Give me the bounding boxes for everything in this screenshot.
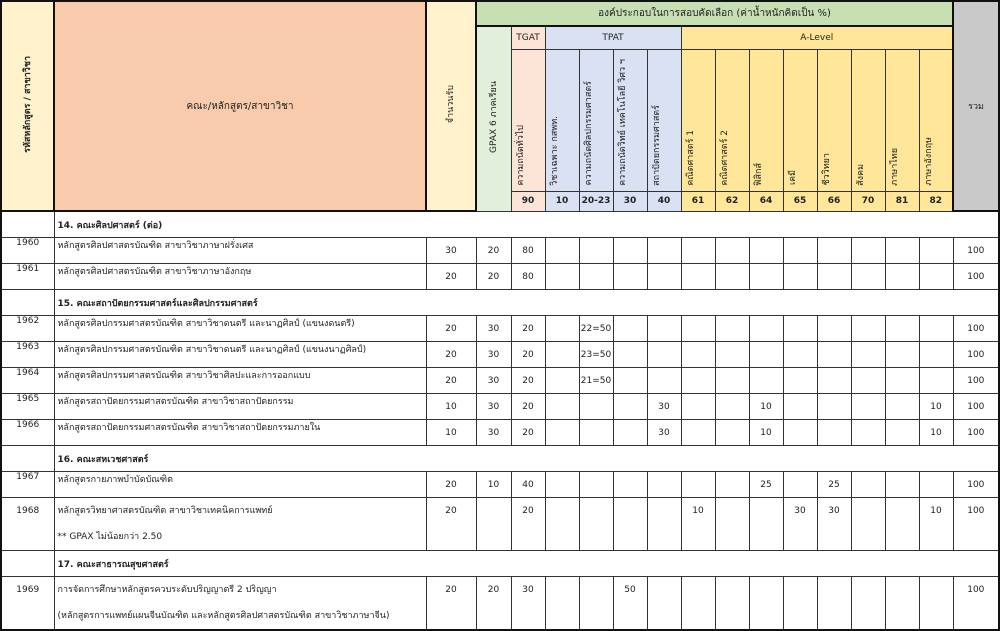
- score-weight: 40: [511, 472, 545, 498]
- score-weight: [817, 394, 851, 420]
- program-code: 1964: [1, 368, 54, 394]
- program-code: 1961: [1, 264, 54, 290]
- program-name-text: หลักสูตรศิลปกรรมศาสตรบัณฑิต สาขาวิชาศิลปะและการออกแบบ: [57, 371, 311, 381]
- program-name-text: หลักสูตรศิลปกรรมศาสตรบัณฑิต สาขาวิชาดนตรี และนาฏศิลป์ (แขนงดนตรี): [57, 319, 355, 329]
- program-name-text: หลักสูตรศิลปศาสตรบัณฑิต สาขาวิชาภาษาฝรั่งเศส: [57, 241, 254, 251]
- score-weight: [647, 264, 681, 290]
- subject-header: [919, 49, 953, 191]
- score-weight: [783, 577, 817, 631]
- score-weight: [817, 238, 851, 264]
- quota-cell: 20: [426, 316, 476, 342]
- score-weight: [613, 264, 647, 290]
- score-weight: [919, 264, 953, 290]
- score-weight: [851, 498, 885, 551]
- program-name-text: หลักสูตรกายภาพบำบัดบัณฑิต: [57, 475, 173, 485]
- gpax-weight: 30: [476, 316, 511, 342]
- score-weight: [885, 420, 919, 446]
- score-weight: [647, 498, 681, 551]
- score-weight: 20: [511, 498, 545, 551]
- score-weight: [885, 368, 919, 394]
- gpax-weight: 20: [476, 577, 511, 631]
- table-row: [1, 498, 999, 551]
- program-name-text: หลักสูตรสถาปัตยกรรมศาสตรบัณฑิต สาขาวิชาสถาปัตยกรรม: [57, 397, 294, 407]
- subject-code: 81: [885, 191, 919, 211]
- score-weight: 30: [647, 420, 681, 446]
- table-row: [1, 472, 999, 498]
- score-weight: [885, 264, 919, 290]
- score-weight: [681, 577, 715, 631]
- program-note: ** GPAX ไม่น้อยกว่า 2.50: [57, 532, 163, 542]
- subject-label: ชีววิทยา: [821, 153, 832, 186]
- score-weight: [851, 238, 885, 264]
- score-weight: [545, 264, 579, 290]
- program-name: [54, 342, 426, 368]
- quota-cell: 20: [426, 498, 476, 551]
- score-weight: [681, 368, 715, 394]
- score-weight: [715, 577, 749, 631]
- score-weight: [681, 342, 715, 368]
- section-title: 16. คณะสหเวชศาสตร์: [54, 446, 999, 472]
- subject-code: 64: [749, 191, 783, 211]
- score-weight: [681, 264, 715, 290]
- quota-cell: 10: [426, 420, 476, 446]
- score-weight: [579, 420, 613, 446]
- score-weight: [613, 394, 647, 420]
- score-weight: [715, 316, 749, 342]
- subject-header: [511, 49, 545, 191]
- header-gpax: [476, 26, 511, 211]
- subject-code: 62: [715, 191, 749, 211]
- subject-label: ภาษาไทย: [889, 147, 900, 186]
- subject-label: คณิตศาสตร์ 1: [685, 129, 696, 186]
- score-weight: [885, 498, 919, 551]
- gpax-weight: 30: [476, 368, 511, 394]
- score-weight: [715, 472, 749, 498]
- score-weight: 30: [783, 498, 817, 551]
- total-weight: 100: [953, 420, 999, 446]
- program-name-text: การจัดการศึกษาหลักสูตรควบระดับปริญญาตรี 2 ปริญญา: [57, 585, 277, 595]
- program-name-text: หลักสูตรศิลปกรรมศาสตรบัณฑิต สาขาวิชาดนตรี และนาฏศิลป์ (แขนงนาฏศิลป์): [57, 345, 367, 355]
- section-code-cell: [1, 211, 54, 238]
- header-quota-label: จำนวนรับ: [446, 85, 456, 124]
- score-weight: 25: [817, 472, 851, 498]
- score-weight: [851, 342, 885, 368]
- program-name-text: หลักสูตรศิลปศาสตรบัณฑิต สาขาวิชาภาษาอังกฤษ: [57, 267, 252, 277]
- score-weight: [579, 498, 613, 551]
- score-weight: [885, 472, 919, 498]
- score-weight: [681, 238, 715, 264]
- score-weight: 10: [681, 498, 715, 551]
- score-weight: [681, 472, 715, 498]
- quota-cell: 20: [426, 577, 476, 631]
- program-name: [54, 316, 426, 342]
- subject-label: ความถนัดศิลปกรรมศาสตร์: [583, 81, 594, 186]
- table-row: [1, 316, 999, 342]
- score-weight: [579, 394, 613, 420]
- header-name: คณะ/หลักสูตร/สาขาวิชา: [54, 1, 426, 211]
- score-weight: 30: [647, 394, 681, 420]
- score-weight: [613, 342, 647, 368]
- subject-header: [885, 49, 919, 191]
- subject-code: 65: [783, 191, 817, 211]
- section-row: [1, 446, 999, 472]
- total-weight: 100: [953, 368, 999, 394]
- gpax-weight: 20: [476, 238, 511, 264]
- score-weight: [579, 264, 613, 290]
- header-code: [1, 1, 54, 211]
- score-weight: [783, 342, 817, 368]
- score-weight: [919, 342, 953, 368]
- score-weight: [613, 238, 647, 264]
- section-row: [1, 551, 999, 577]
- score-weight: [545, 394, 579, 420]
- score-weight: 20: [511, 420, 545, 446]
- score-weight: [851, 420, 885, 446]
- score-weight: [681, 316, 715, 342]
- section-code-cell: [1, 290, 54, 316]
- score-weight: [715, 368, 749, 394]
- section-code-cell: [1, 551, 54, 577]
- score-weight: [783, 264, 817, 290]
- score-weight: [817, 368, 851, 394]
- total-weight: 100: [953, 472, 999, 498]
- score-weight: [715, 264, 749, 290]
- score-weight: 25: [749, 472, 783, 498]
- subject-code: 90: [511, 191, 545, 211]
- subject-header: [715, 49, 749, 191]
- section-title: 14. คณะศิลปศาสตร์ (ต่อ): [54, 211, 999, 238]
- subject-header: [545, 49, 579, 191]
- score-weight: 10: [919, 420, 953, 446]
- score-weight: [715, 238, 749, 264]
- quota-cell: 20: [426, 342, 476, 368]
- gpax-weight: 30: [476, 394, 511, 420]
- section-code-cell: [1, 446, 54, 472]
- score-weight: [783, 368, 817, 394]
- table-row: [1, 264, 999, 290]
- score-weight: [885, 342, 919, 368]
- program-code: 1965: [1, 394, 54, 420]
- score-weight: [647, 238, 681, 264]
- score-weight: [817, 577, 851, 631]
- score-weight: [613, 368, 647, 394]
- section-row: [1, 290, 999, 316]
- gpax-weight: 20: [476, 264, 511, 290]
- section-row: [1, 211, 999, 238]
- program-name: [54, 420, 426, 446]
- score-weight: [919, 472, 953, 498]
- program-name: [54, 577, 426, 631]
- header-components: องค์ประกอบในการสอบคัดเลือก (ค่าน้ำหนักคิดเป็น %): [476, 1, 953, 26]
- score-weight: 20: [511, 394, 545, 420]
- quota-cell: 30: [426, 238, 476, 264]
- total-weight: 100: [953, 394, 999, 420]
- score-weight: [681, 394, 715, 420]
- program-code: 1962: [1, 316, 54, 342]
- subject-header: [783, 49, 817, 191]
- subject-code: 61: [681, 191, 715, 211]
- score-weight: [749, 238, 783, 264]
- subject-code: 30: [613, 191, 647, 211]
- score-weight: [749, 368, 783, 394]
- subject-label: สังคม: [855, 163, 866, 186]
- quota-cell: 10: [426, 394, 476, 420]
- table-row: [1, 577, 999, 631]
- score-weight: [715, 342, 749, 368]
- group-alevel: A-Level: [681, 26, 953, 49]
- score-weight: 50: [613, 577, 647, 631]
- total-weight: 100: [953, 342, 999, 368]
- score-weight: [613, 472, 647, 498]
- score-weight: [885, 394, 919, 420]
- score-weight: 30: [817, 498, 851, 551]
- gpax-weight: [476, 498, 511, 551]
- score-weight: [817, 342, 851, 368]
- score-weight: 20: [511, 316, 545, 342]
- score-weight: [579, 238, 613, 264]
- score-weight: [579, 472, 613, 498]
- program-code: 1960: [1, 238, 54, 264]
- table-row: [1, 420, 999, 446]
- total-weight: 100: [953, 498, 999, 551]
- score-weight: 21=50: [579, 368, 613, 394]
- score-weight: [749, 264, 783, 290]
- program-name: [54, 472, 426, 498]
- program-name: [54, 394, 426, 420]
- score-weight: [885, 238, 919, 264]
- score-weight: 22=50: [579, 316, 613, 342]
- gpax-weight: 30: [476, 342, 511, 368]
- subject-header: [647, 49, 681, 191]
- header-code-label: รหัสหลักสูตร / สาขาวิชา: [22, 56, 33, 153]
- score-weight: [919, 368, 953, 394]
- table-row: [1, 394, 999, 420]
- score-weight: [919, 238, 953, 264]
- program-note: (หลักสูตรการแพทย์แผนจีนบัณฑิต และหลักสูตรศิลปศาสตรบัณฑิต สาขาวิชาภาษาจีน): [57, 611, 390, 621]
- score-weight: [715, 394, 749, 420]
- score-weight: [647, 342, 681, 368]
- score-weight: [545, 342, 579, 368]
- score-weight: [681, 420, 715, 446]
- score-weight: [545, 498, 579, 551]
- score-weight: [817, 420, 851, 446]
- program-name: [54, 264, 426, 290]
- score-weight: [613, 420, 647, 446]
- subject-label: วิชาเฉพาะ กสพท.: [549, 115, 560, 186]
- score-weight: [851, 316, 885, 342]
- score-weight: [613, 316, 647, 342]
- program-name-text: หลักสูตรวิทยาศาสตรบัณฑิต สาขาวิชาเทคนิคการแพทย์: [57, 506, 273, 516]
- program-code: 1963: [1, 342, 54, 368]
- header-quota: [426, 1, 476, 211]
- score-weight: 80: [511, 264, 545, 290]
- score-weight: [715, 498, 749, 551]
- subject-label: ภาษาอังกฤษ: [923, 136, 934, 186]
- program-code: 1968: [1, 498, 54, 551]
- score-weight: [817, 264, 851, 290]
- section-title: 15. คณะสถาปัตยกรรมศาสตร์และศิลปกรรมศาสตร์: [54, 290, 999, 316]
- table-row: [1, 342, 999, 368]
- subject-header: [613, 49, 647, 191]
- score-weight: [749, 498, 783, 551]
- score-weight: [545, 472, 579, 498]
- program-name: [54, 368, 426, 394]
- quota-cell: 20: [426, 472, 476, 498]
- score-weight: [885, 316, 919, 342]
- score-weight: [817, 316, 851, 342]
- score-weight: [851, 368, 885, 394]
- subject-header: [851, 49, 885, 191]
- quota-cell: 20: [426, 264, 476, 290]
- score-weight: 10: [749, 394, 783, 420]
- score-weight: [783, 316, 817, 342]
- table-row: [1, 368, 999, 394]
- score-weight: [647, 472, 681, 498]
- subject-label: ความถนัดทั่วไป: [515, 124, 526, 186]
- subject-header: [749, 49, 783, 191]
- score-weight: [545, 577, 579, 631]
- group-tpat: TPAT: [545, 26, 681, 49]
- score-weight: [783, 394, 817, 420]
- total-weight: 100: [953, 577, 999, 631]
- score-weight: [749, 316, 783, 342]
- score-weight: [851, 264, 885, 290]
- score-weight: [783, 238, 817, 264]
- score-weight: 80: [511, 238, 545, 264]
- score-weight: [885, 577, 919, 631]
- subject-label: ความถนัดวิทย์ เทคโนโลยี วิศว ฯ: [617, 58, 628, 186]
- program-code: 1967: [1, 472, 54, 498]
- subject-label: สถาปัตยกรรมศาสตร์: [651, 104, 662, 186]
- group-tgat: TGAT: [511, 26, 545, 49]
- gpax-weight: 10: [476, 472, 511, 498]
- score-weight: [647, 368, 681, 394]
- gpax-weight: 30: [476, 420, 511, 446]
- score-weight: [647, 577, 681, 631]
- score-weight: [851, 394, 885, 420]
- subject-code: 40: [647, 191, 681, 211]
- program-name: [54, 238, 426, 264]
- subject-code: 70: [851, 191, 885, 211]
- score-weight: [647, 316, 681, 342]
- score-weight: [545, 420, 579, 446]
- score-weight: [613, 498, 647, 551]
- score-weight: [749, 342, 783, 368]
- score-weight: [783, 472, 817, 498]
- score-weight: [851, 577, 885, 631]
- score-weight: 23=50: [579, 342, 613, 368]
- subject-header: [817, 49, 851, 191]
- subject-label: ฟิสิกส์: [753, 162, 764, 186]
- score-weight: [919, 316, 953, 342]
- section-title: 17. คณะสาธารณสุขศาสตร์: [54, 551, 999, 577]
- subject-header: [681, 49, 715, 191]
- subject-header: [579, 49, 613, 191]
- subject-label: เคมี: [787, 170, 798, 186]
- program-code: 1969: [1, 577, 54, 631]
- score-weight: 20: [511, 368, 545, 394]
- score-weight: 10: [919, 394, 953, 420]
- subject-label: คณิตศาสตร์ 2: [719, 129, 730, 186]
- score-weight: [545, 238, 579, 264]
- score-weight: [919, 577, 953, 631]
- score-weight: 10: [919, 498, 953, 551]
- total-weight: 100: [953, 238, 999, 264]
- total-weight: 100: [953, 316, 999, 342]
- quota-cell: 20: [426, 368, 476, 394]
- score-weight: [851, 472, 885, 498]
- score-weight: [783, 420, 817, 446]
- score-weight: [545, 316, 579, 342]
- subject-code: 82: [919, 191, 953, 211]
- score-weight: [545, 368, 579, 394]
- subject-code: 66: [817, 191, 851, 211]
- score-weight: 20: [511, 342, 545, 368]
- score-weight: [715, 420, 749, 446]
- score-weight: 30: [511, 577, 545, 631]
- score-weight: 10: [749, 420, 783, 446]
- score-weight: [749, 577, 783, 631]
- total-weight: 100: [953, 264, 999, 290]
- table-row: [1, 238, 999, 264]
- program-code: 1966: [1, 420, 54, 446]
- header-total: รวม: [953, 1, 999, 211]
- header-gpax-label: GPAX 6 ภาคเรียน: [488, 81, 499, 154]
- subject-code: 10: [545, 191, 579, 211]
- program-name-text: หลักสูตรสถาปัตยกรรมศาสตรบัณฑิต สาขาวิชาสถาปัตยกรรมภายใน: [57, 423, 321, 433]
- program-name: [54, 498, 426, 551]
- score-weight: [579, 577, 613, 631]
- subject-code: 20-23: [579, 191, 613, 211]
